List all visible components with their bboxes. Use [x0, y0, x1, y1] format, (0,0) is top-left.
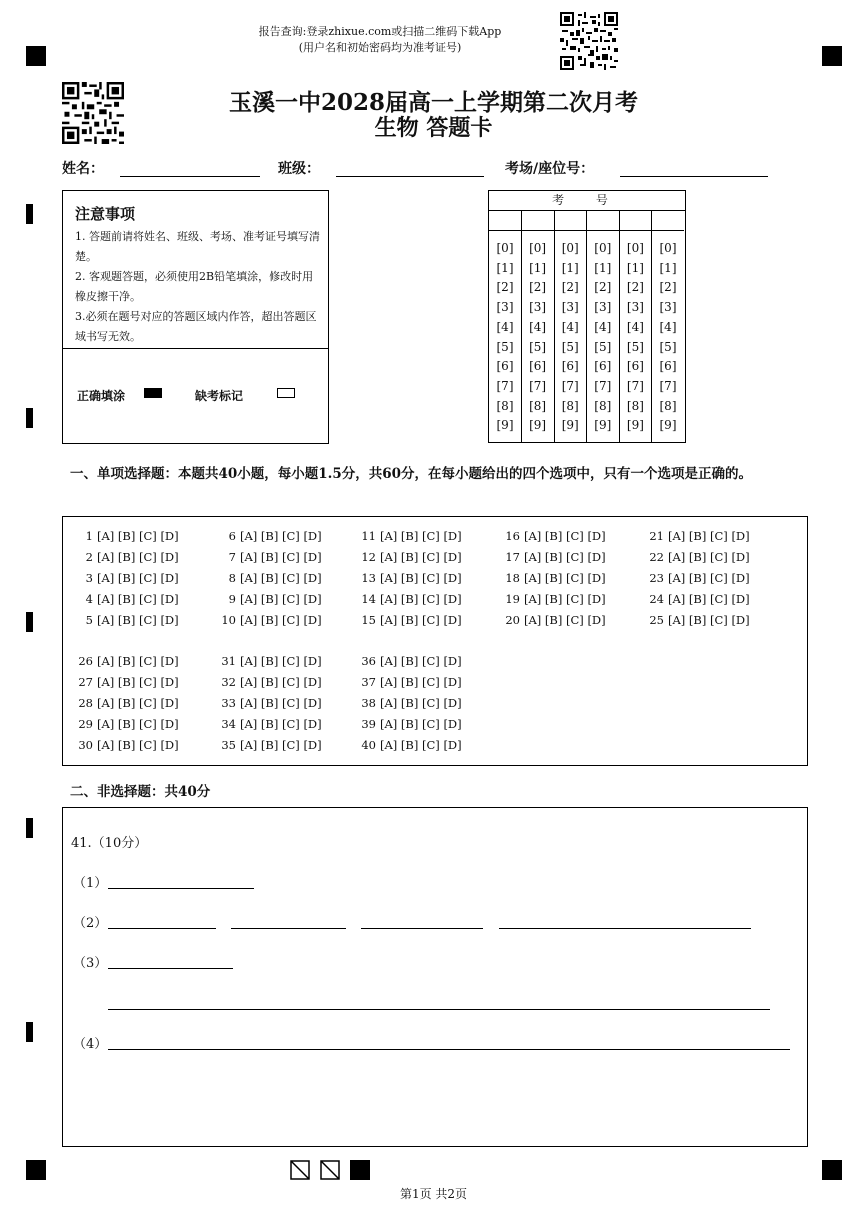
- answer-options[interactable]: [A] [B] [C] [D]: [97, 696, 179, 710]
- exam-number-bubble[interactable]: [6]: [496, 359, 514, 374]
- answer-line[interactable]: [108, 888, 254, 889]
- registration-mark: [822, 46, 842, 66]
- choice-question: [648, 592, 750, 606]
- question-number: 33: [221, 696, 236, 710]
- exam-number-bubble[interactable]: [2]: [594, 280, 612, 295]
- question-number: 31: [221, 654, 236, 668]
- exam-number-bubble[interactable]: [3]: [496, 300, 514, 315]
- class-field[interactable]: [336, 176, 484, 177]
- exam-number-bubble[interactable]: [0]: [626, 241, 644, 255]
- answer-options[interactable]: [A] [B] [C] [D]: [240, 592, 322, 606]
- question-41-label: 41.（10分）: [71, 836, 148, 851]
- answer-options[interactable]: [A] [B] [C] [D]: [524, 592, 606, 606]
- exam-number-bubble[interactable]: [4]: [626, 319, 644, 334]
- answer-options[interactable]: [A] [B] [C] [D]: [240, 696, 322, 710]
- choice-question: [504, 550, 606, 564]
- correct-fill-label: 正确填涂: [77, 389, 126, 403]
- exam-number-bubble[interactable]: [1]: [594, 260, 612, 275]
- choice-question: [77, 592, 179, 606]
- exam-number-bubble[interactable]: [4]: [561, 319, 579, 334]
- exam-number-column: [522, 210, 555, 442]
- question-number: 40: [361, 738, 376, 752]
- question-number: 8: [228, 571, 236, 585]
- answer-line[interactable]: [108, 968, 233, 969]
- question-number: 16: [505, 529, 520, 543]
- exam-number-bubble[interactable]: [2]: [626, 280, 644, 295]
- exam-number-bubble[interactable]: [4]: [529, 319, 547, 334]
- choice-question: [504, 529, 606, 543]
- correct-fill-sample: [144, 388, 162, 398]
- question-number: 22: [649, 550, 664, 564]
- exam-number-bubble[interactable]: [7]: [496, 378, 514, 393]
- exam-number-bubble[interactable]: [2]: [529, 280, 547, 295]
- exam-number-input-box[interactable]: [652, 210, 684, 231]
- exam-number-bubble[interactable]: [9]: [659, 418, 677, 433]
- exam-number-column: [554, 210, 587, 442]
- notice-item: 3.必须在题号对应的答题区域内作答，超出答题区域书写无效。: [75, 310, 317, 343]
- question-number: 7: [228, 550, 236, 564]
- exam-number-bubble[interactable]: [8]: [496, 398, 514, 413]
- exam-number-column: [652, 210, 684, 442]
- slash-box-icon: [320, 1160, 340, 1180]
- exam-number-bubble[interactable]: [1]: [626, 260, 644, 275]
- choice-question: [360, 717, 462, 731]
- question-number: 17: [505, 550, 520, 564]
- question-number: 23: [649, 571, 664, 585]
- exam-number-bubble[interactable]: [9]: [626, 418, 644, 433]
- exam-number-bubble[interactable]: [9]: [561, 418, 579, 433]
- seat-field[interactable]: [620, 176, 768, 177]
- side-tick: [26, 1022, 33, 1042]
- exam-number-bubble[interactable]: [4]: [659, 319, 677, 334]
- answer-options[interactable]: [A] [B] [C] [D]: [380, 738, 462, 752]
- choice-question: [77, 717, 179, 731]
- part-3-label: （3）: [73, 956, 108, 971]
- divider: [63, 348, 328, 349]
- question-number: 3: [85, 571, 93, 585]
- question-number: 18: [505, 571, 520, 585]
- exam-number-column: [587, 210, 620, 442]
- question-number: 30: [78, 738, 93, 752]
- question-number: 26: [78, 654, 93, 668]
- part-4-label: （4）: [73, 1037, 108, 1052]
- choice-question: [504, 613, 606, 627]
- choice-question: [77, 696, 179, 710]
- question-number: 13: [361, 571, 376, 585]
- answer-options[interactable]: [A] [B] [C] [D]: [668, 571, 750, 585]
- name-label: 姓名：: [62, 161, 104, 177]
- exam-number-input-box[interactable]: [554, 210, 586, 231]
- question-number: 37: [361, 675, 376, 689]
- part-2-label: （2）: [73, 916, 108, 931]
- side-tick: [26, 204, 33, 224]
- exam-number-column: [619, 210, 652, 442]
- question-number: 9: [228, 592, 236, 606]
- registration-mark: [26, 1160, 46, 1180]
- question-number: 35: [221, 738, 236, 752]
- answer-options[interactable]: [A] [B] [C] [D]: [380, 717, 462, 731]
- choice-question: [360, 738, 462, 752]
- answer-line[interactable]: [108, 1009, 770, 1010]
- choice-question: [360, 550, 462, 564]
- question-number: 25: [649, 613, 664, 627]
- choice-question: [220, 613, 322, 627]
- exam-number-bubble[interactable]: [1]: [496, 260, 514, 275]
- exam-number-bubble[interactable]: [3]: [594, 300, 612, 315]
- answer-options[interactable]: [A] [B] [C] [D]: [380, 529, 462, 543]
- exam-number-bubble[interactable]: [2]: [496, 280, 514, 295]
- answer-options[interactable]: [A] [B] [C] [D]: [97, 571, 179, 585]
- choice-question: [77, 529, 179, 543]
- choice-answer-area: [62, 516, 808, 766]
- choice-question: [504, 571, 606, 585]
- answer-options[interactable]: [A] [B] [C] [D]: [380, 675, 462, 689]
- choice-question: [220, 654, 322, 668]
- question-number: 12: [361, 550, 376, 564]
- notice-items: [75, 227, 320, 347]
- question-number: 11: [361, 529, 376, 543]
- exam-number-bubble[interactable]: [5]: [529, 339, 547, 354]
- exam-number-bubble[interactable]: [6]: [529, 359, 547, 374]
- login-hint: (用户名和初始密码均为准考证号): [298, 41, 462, 54]
- answer-options[interactable]: [A] [B] [C] [D]: [240, 550, 322, 564]
- exam-number-bubble[interactable]: [6]: [561, 359, 579, 374]
- exam-number-bubble[interactable]: [7]: [594, 378, 612, 393]
- exam-number-bubble[interactable]: [8]: [626, 398, 644, 413]
- question-number: 6: [228, 529, 236, 543]
- choice-question: [220, 550, 322, 564]
- side-tick: [26, 818, 33, 838]
- choice-question: [360, 613, 462, 627]
- answer-options[interactable]: [A] [B] [C] [D]: [97, 717, 179, 731]
- answer-options[interactable]: [A] [B] [C] [D]: [240, 654, 322, 668]
- choice-question: [360, 529, 462, 543]
- choice-question: [220, 529, 322, 543]
- registration-mark: [26, 46, 46, 66]
- choice-question: [220, 696, 322, 710]
- exam-number-bubble[interactable]: [6]: [626, 359, 644, 374]
- choice-question: [77, 654, 179, 668]
- report-query-note: 报告查询:登录zhixue.com或扫描二维码下载App: [258, 25, 502, 38]
- question-number: 32: [221, 675, 236, 689]
- question-number: 36: [361, 654, 376, 668]
- choice-question: [220, 738, 322, 752]
- absent-mark-label: 缺考标记: [195, 389, 244, 403]
- exam-number-bubble[interactable]: [1]: [529, 260, 547, 275]
- answer-line[interactable]: [499, 928, 751, 929]
- exam-number-bubble[interactable]: [3]: [561, 300, 579, 315]
- question-number: 38: [361, 696, 376, 710]
- exam-number-bubble[interactable]: [0]: [529, 241, 547, 255]
- question-number: 1: [85, 529, 93, 543]
- choice-question: [648, 613, 750, 627]
- choice-question: [360, 654, 462, 668]
- answer-line[interactable]: [361, 928, 483, 929]
- choice-question: [648, 571, 750, 585]
- answer-options[interactable]: [A] [B] [C] [D]: [97, 675, 179, 689]
- exam-number-bubble[interactable]: [0]: [561, 241, 579, 255]
- exam-number-bubble[interactable]: [1]: [561, 260, 579, 275]
- answer-options[interactable]: [A] [B] [C] [D]: [240, 717, 322, 731]
- exam-number-bubble[interactable]: [7]: [626, 378, 644, 393]
- answer-options[interactable]: [A] [B] [C] [D]: [97, 550, 179, 564]
- choice-question: [504, 592, 606, 606]
- answer-options[interactable]: [A] [B] [C] [D]: [524, 571, 606, 585]
- exam-number-input-box[interactable]: [522, 210, 554, 231]
- answer-options[interactable]: [A] [B] [C] [D]: [240, 738, 322, 752]
- answer-options[interactable]: [A] [B] [C] [D]: [97, 529, 179, 543]
- question-number: 10: [221, 613, 236, 627]
- exam-number-bubble[interactable]: [1]: [659, 260, 677, 275]
- question-number: 20: [505, 613, 520, 627]
- filled-box-icon: [350, 1160, 370, 1180]
- question-number: 4: [85, 592, 93, 606]
- exam-number-column: [489, 210, 522, 442]
- choice-question: [360, 675, 462, 689]
- exam-number-bubble[interactable]: [7]: [659, 378, 677, 393]
- exam-number-bubble[interactable]: [3]: [626, 300, 644, 315]
- answer-options[interactable]: [A] [B] [C] [D]: [97, 654, 179, 668]
- exam-number-bubble[interactable]: [5]: [561, 339, 579, 354]
- choice-question: [360, 571, 462, 585]
- registration-mark: [822, 1160, 842, 1180]
- exam-number-input-box[interactable]: [587, 210, 619, 231]
- answer-options[interactable]: [A] [B] [C] [D]: [380, 571, 462, 585]
- question-number: 14: [361, 592, 376, 606]
- answer-options[interactable]: [A] [B] [C] [D]: [380, 592, 462, 606]
- exam-number-bubble[interactable]: [9]: [594, 418, 612, 433]
- exam-number-input-box[interactable]: [489, 210, 521, 231]
- question-number: 27: [78, 675, 93, 689]
- answer-options[interactable]: [A] [B] [C] [D]: [240, 613, 322, 627]
- exam-number-input-box[interactable]: [619, 210, 651, 231]
- notice-item: 2. 客观题答题，必须使用2B铅笔填涂，修改时用橡皮擦干净。: [75, 270, 314, 303]
- choice-question: [220, 675, 322, 689]
- section2-title: 二、非选择题：共40分: [70, 784, 211, 800]
- question-number: 21: [649, 529, 664, 543]
- side-tick: [26, 408, 33, 428]
- question-number: 39: [361, 717, 376, 731]
- exam-number-bubble[interactable]: [6]: [659, 359, 677, 374]
- answer-options[interactable]: [A] [B] [C] [D]: [524, 550, 606, 564]
- section1-title: 一、单项选择题：本题共40小题，每小题1.5分，共60分，在每小题给出的四个选项中，只有一个选项是正确的。: [70, 466, 753, 482]
- answer-options[interactable]: [A] [B] [C] [D]: [97, 613, 179, 627]
- answer-options[interactable]: [A] [B] [C] [D]: [524, 613, 606, 627]
- answer-options[interactable]: [A] [B] [C] [D]: [668, 592, 750, 606]
- exam-number-bubble[interactable]: [4]: [496, 319, 514, 334]
- name-field[interactable]: [120, 176, 260, 177]
- answer-options[interactable]: [A] [B] [C] [D]: [668, 550, 750, 564]
- question-number: 15: [361, 613, 376, 627]
- exam-number-bubble[interactable]: [3]: [659, 300, 677, 315]
- exam-number-label: 考 号: [489, 191, 685, 211]
- exam-number-bubble[interactable]: [5]: [626, 339, 644, 354]
- choice-question: [77, 550, 179, 564]
- answer-line[interactable]: [108, 928, 216, 929]
- exam-number-bubble[interactable]: [4]: [594, 319, 612, 334]
- exam-number-bubble[interactable]: [2]: [659, 280, 677, 295]
- subject-title: 生物 答题卡: [374, 115, 493, 141]
- slash-box-icon: [290, 1160, 310, 1180]
- answer-options[interactable]: [A] [B] [C] [D]: [380, 654, 462, 668]
- exam-number-grid: [488, 190, 686, 443]
- class-label: 班级：: [278, 161, 320, 177]
- answer-options[interactable]: [A] [B] [C] [D]: [668, 529, 750, 543]
- exam-number-bubble[interactable]: [0]: [496, 241, 514, 255]
- qr-code-icon[interactable]: [560, 12, 618, 70]
- exam-title: 玉溪一中2028届高一上学期第二次月考: [228, 89, 638, 116]
- choice-question: [77, 738, 179, 752]
- exam-number-bubble[interactable]: [7]: [561, 378, 579, 393]
- absent-mark-checkbox[interactable]: [277, 388, 295, 398]
- choice-question: [77, 675, 179, 689]
- free-answer-area: [62, 807, 808, 1147]
- choice-question: [77, 571, 179, 585]
- question-number: 24: [649, 592, 664, 606]
- choice-question: [360, 696, 462, 710]
- answer-options[interactable]: [A] [B] [C] [D]: [240, 529, 322, 543]
- page-number: 第1页 共2页: [399, 1187, 468, 1201]
- answer-options[interactable]: [A] [B] [C] [D]: [380, 696, 462, 710]
- choice-question: [648, 529, 750, 543]
- exam-number-bubble[interactable]: [8]: [529, 398, 547, 413]
- choice-question: [220, 592, 322, 606]
- answer-options[interactable]: [A] [B] [C] [D]: [380, 550, 462, 564]
- question-number: 19: [505, 592, 520, 606]
- answer-options[interactable]: [A] [B] [C] [D]: [240, 571, 322, 585]
- question-number: 5: [85, 613, 93, 627]
- answer-line[interactable]: [108, 1049, 790, 1050]
- question-number: 34: [221, 717, 236, 731]
- question-number: 2: [85, 550, 93, 564]
- exam-number-bubble[interactable]: [8]: [659, 398, 677, 413]
- exam-number-bubble[interactable]: [0]: [594, 241, 612, 255]
- answer-options[interactable]: [A] [B] [C] [D]: [97, 738, 179, 752]
- answer-options[interactable]: [A] [B] [C] [D]: [97, 592, 179, 606]
- notice-box: [62, 190, 329, 444]
- exam-number-bubble[interactable]: [5]: [659, 339, 677, 354]
- choice-question: [220, 717, 322, 731]
- answer-line[interactable]: [231, 928, 346, 929]
- exam-number-bubble[interactable]: [8]: [561, 398, 579, 413]
- side-tick: [26, 612, 33, 632]
- exam-number-bubble[interactable]: [6]: [594, 359, 612, 374]
- exam-number-bubble[interactable]: [3]: [529, 300, 547, 315]
- exam-number-bubble[interactable]: [2]: [561, 280, 579, 295]
- exam-number-bubble[interactable]: [5]: [594, 339, 612, 354]
- choice-question: [220, 571, 322, 585]
- answer-options[interactable]: [A] [B] [C] [D]: [524, 529, 606, 543]
- part-1-label: （1）: [73, 876, 108, 891]
- choice-question: [648, 550, 750, 564]
- choice-question: [77, 613, 179, 627]
- question-number: 29: [78, 717, 93, 731]
- exam-number-bubble[interactable]: [9]: [529, 418, 547, 433]
- exam-number-bubble[interactable]: [5]: [496, 339, 514, 354]
- notice-item: 1. 答题前请将姓名、班级、考场、准考证号填写清楚。: [75, 230, 320, 263]
- answer-options[interactable]: [A] [B] [C] [D]: [668, 613, 750, 627]
- answer-options[interactable]: [A] [B] [C] [D]: [380, 613, 462, 627]
- notice-title: 注意事项: [75, 205, 136, 223]
- exam-number-bubble[interactable]: [8]: [594, 398, 612, 413]
- exam-number-bubble[interactable]: [0]: [659, 241, 677, 255]
- exam-number-bubble[interactable]: [7]: [529, 378, 547, 393]
- exam-number-bubble[interactable]: [9]: [496, 418, 514, 433]
- seat-label: 考场/座位号：: [505, 161, 595, 177]
- choice-question: [360, 592, 462, 606]
- answer-options[interactable]: [A] [B] [C] [D]: [240, 675, 322, 689]
- question-number: 28: [78, 696, 93, 710]
